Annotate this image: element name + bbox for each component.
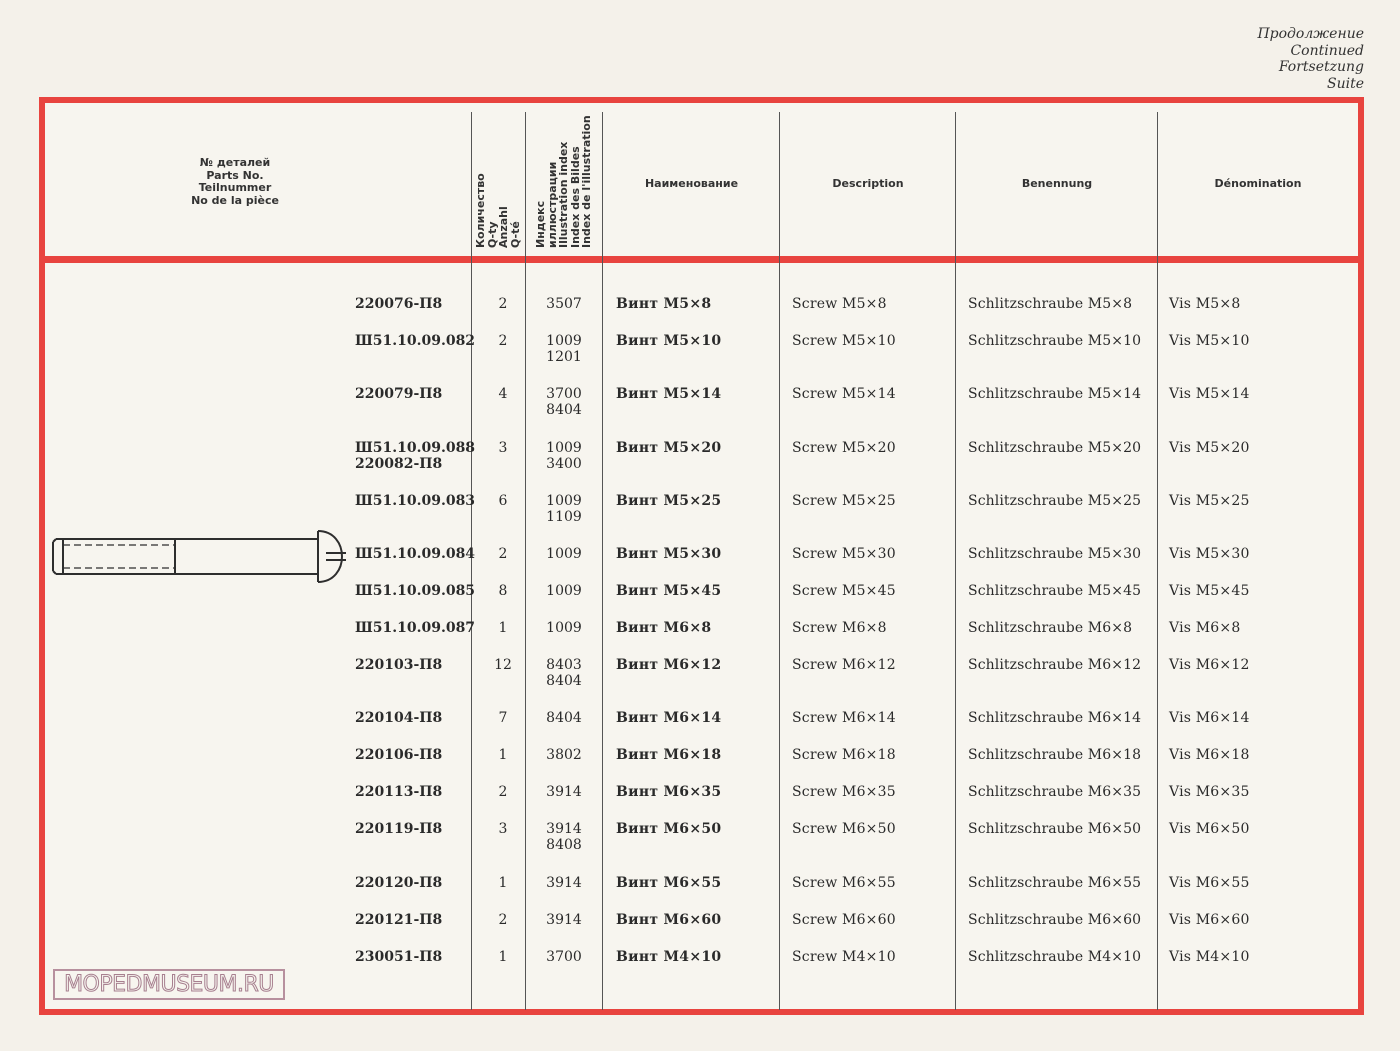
illustration-index: 1009 <box>546 620 582 636</box>
name-ru: Винт М5×14 <box>616 386 722 402</box>
benennung-de: Schlitzschraube M4×10 <box>968 949 1142 965</box>
quantity: 2 <box>498 912 508 928</box>
quantity: 2 <box>498 333 508 349</box>
denomination-fr: Vis M5×20 <box>1169 440 1250 456</box>
continued-ru: Продолжение <box>1257 26 1364 42</box>
illustration-index: 3700 <box>546 949 582 965</box>
illustration-index: 3914 <box>546 875 582 891</box>
header-name-ru: Наименование <box>644 177 739 190</box>
header-quantity <box>475 173 521 248</box>
part-number: 220119-П8 <box>355 821 443 837</box>
quantity: 1 <box>498 747 508 763</box>
header-quantity-de: Anzahl <box>497 206 510 248</box>
continued-en: Continued <box>1290 42 1364 59</box>
description-en: Screw M6×50 <box>792 821 896 837</box>
name-ru: Винт М5×25 <box>616 493 722 509</box>
illustration-index: 3400 <box>546 456 582 472</box>
name-ru: Винт М6×8 <box>616 620 712 636</box>
benennung-de: Schlitzschraube M6×55 <box>968 875 1142 891</box>
header-ill-fr: Index de l'illustration <box>580 115 593 248</box>
header-illustration-index <box>535 115 593 248</box>
name-ru: Винт М6×18 <box>616 747 722 763</box>
part-number: 220103-П8 <box>355 657 443 673</box>
continued-note <box>1257 26 1364 92</box>
column-divider-den <box>1157 112 1158 1010</box>
quantity: 1 <box>498 620 508 636</box>
part-number: 220082-П8 <box>355 456 443 472</box>
denomination-fr: Vis M6×60 <box>1169 912 1250 928</box>
illustration-index: 3802 <box>546 747 582 763</box>
description-en: Screw M5×45 <box>792 583 896 599</box>
name-ru: Винт М5×30 <box>616 546 722 562</box>
part-number: Ш51.10.09.084 <box>355 546 476 562</box>
benennung-de: Schlitzschraube M6×60 <box>968 912 1142 928</box>
benennung-de: Schlitzschraube M5×20 <box>968 440 1142 456</box>
header-quantity-ru: Количество <box>474 173 487 248</box>
name-ru: Винт М6×12 <box>616 657 722 673</box>
illustration-index: 8404 <box>546 402 582 418</box>
column-divider-desc <box>779 112 780 1010</box>
description-en: Screw M6×18 <box>792 747 896 763</box>
continued-fr: Suite <box>1327 75 1364 92</box>
description-en: Screw M5×8 <box>792 296 887 312</box>
name-ru: Винт М5×20 <box>616 440 722 456</box>
part-number: 220121-П8 <box>355 912 443 928</box>
description-en: Screw M5×10 <box>792 333 896 349</box>
header-ill-ru-1: Индекс <box>534 200 547 248</box>
illustration-index: 3700 <box>546 386 582 402</box>
quantity: 1 <box>498 875 508 891</box>
illustration-index: 1009 <box>546 333 582 349</box>
denomination-fr: Vis M6×12 <box>1169 657 1250 673</box>
header-part-no-en: Parts No. <box>206 168 264 182</box>
header-ill-de: Index des Bildes <box>568 146 582 248</box>
denomination-fr: Vis M4×10 <box>1169 949 1250 965</box>
name-ru: Винт М5×45 <box>616 583 722 599</box>
header-ill-en: Illustration index <box>557 141 570 248</box>
part-number: 220106-П8 <box>355 747 443 763</box>
quantity: 3 <box>498 440 508 456</box>
header-part-no <box>150 157 320 207</box>
header-benennung: Benennung <box>1021 177 1093 190</box>
illustration-index: 3914 <box>546 912 582 928</box>
description-en: Screw M6×12 <box>792 657 896 673</box>
denomination-fr: Vis M5×14 <box>1169 386 1250 402</box>
quantity: 2 <box>498 784 508 800</box>
illustration-index: 1109 <box>546 509 582 525</box>
benennung-de: Schlitzschraube M5×45 <box>968 583 1142 599</box>
illustration-index: 3914 <box>546 784 582 800</box>
denomination-fr: Vis M6×35 <box>1169 784 1250 800</box>
header-ill-ru-2: иллюстрации <box>545 161 559 248</box>
illustration-index: 8404 <box>546 710 582 726</box>
denomination-fr: Vis M6×8 <box>1169 620 1241 636</box>
illustration-index: 1009 <box>546 440 582 456</box>
illustration-index: 3914 <box>546 821 582 837</box>
benennung-de: Schlitzschraube M6×35 <box>968 784 1142 800</box>
header-separator <box>39 256 1364 263</box>
name-ru: Винт М4×10 <box>616 949 722 965</box>
description-en: Screw M5×30 <box>792 546 896 562</box>
name-ru: Винт М5×10 <box>616 333 722 349</box>
name-ru: Винт М6×14 <box>616 710 722 726</box>
header-quantity-fr: Q-té <box>508 221 522 248</box>
watermark-logo: MOPEDMUSEUM.RU <box>53 969 285 1000</box>
column-divider-ben <box>955 112 956 1010</box>
part-number: 230051-П8 <box>355 949 443 965</box>
illustration-index: 8408 <box>546 837 582 853</box>
part-number: 220079-П8 <box>355 386 443 402</box>
quantity: 12 <box>494 657 512 673</box>
description-en: Screw M6×14 <box>792 710 896 726</box>
part-number: Ш51.10.09.083 <box>355 493 476 509</box>
name-ru: Винт М6×55 <box>616 875 722 891</box>
denomination-fr: Vis M5×30 <box>1169 546 1250 562</box>
benennung-de: Schlitzschraube M5×30 <box>968 546 1142 562</box>
illustration-index: 8403 <box>546 657 582 673</box>
illustration-index: 1201 <box>546 349 582 365</box>
quantity: 8 <box>498 583 508 599</box>
description-en: Screw M4×10 <box>792 949 896 965</box>
column-divider-ill <box>525 112 526 1010</box>
denomination-fr: Vis M6×55 <box>1169 875 1250 891</box>
illustration-index: 1009 <box>546 493 582 509</box>
description-en: Screw M6×8 <box>792 620 887 636</box>
slotted-screw-drawing <box>50 527 350 587</box>
quantity: 1 <box>498 949 508 965</box>
illustration-index: 1009 <box>546 583 582 599</box>
name-ru: Винт М6×50 <box>616 821 722 837</box>
quantity: 3 <box>498 821 508 837</box>
description-en: Screw M5×25 <box>792 493 896 509</box>
denomination-fr: Vis M5×10 <box>1169 333 1250 349</box>
denomination-fr: Vis M6×50 <box>1169 821 1250 837</box>
part-number: Ш51.10.09.085 <box>355 583 476 599</box>
quantity: 4 <box>498 386 508 402</box>
denomination-fr: Vis M5×45 <box>1169 583 1250 599</box>
quantity: 2 <box>498 546 508 562</box>
description-en: Screw M6×35 <box>792 784 896 800</box>
part-number: 220076-П8 <box>355 296 443 312</box>
benennung-de: Schlitzschraube M6×12 <box>968 657 1142 673</box>
illustration-index: 8404 <box>546 673 582 689</box>
header-part-no-ru: № деталей <box>199 156 271 169</box>
part-number: Ш51.10.09.088 <box>355 440 476 456</box>
benennung-de: Schlitzschraube M6×8 <box>968 620 1133 636</box>
denomination-fr: Vis M5×25 <box>1169 493 1250 509</box>
continued-de: Fortsetzung <box>1278 59 1364 75</box>
denomination-fr: Vis M6×18 <box>1169 747 1250 763</box>
benennung-de: Schlitzschraube M5×8 <box>968 296 1133 312</box>
benennung-de: Schlitzschraube M6×14 <box>968 710 1142 726</box>
description-en: Screw M5×20 <box>792 440 896 456</box>
benennung-de: Schlitzschraube M6×18 <box>968 747 1142 763</box>
header-part-no-de: Teilnummer <box>198 181 272 194</box>
part-number: Ш51.10.09.082 <box>355 333 476 349</box>
quantity: 7 <box>498 710 508 726</box>
description-en: Screw M6×60 <box>792 912 896 928</box>
illustration-index: 3507 <box>546 296 582 312</box>
benennung-de: Schlitzschraube M5×25 <box>968 493 1142 509</box>
quantity: 2 <box>498 296 508 312</box>
header-description: Description <box>832 177 904 190</box>
description-en: Screw M5×14 <box>792 386 896 402</box>
header-part-no-fr: No de la pièce <box>191 193 279 207</box>
illustration-index: 1009 <box>546 546 582 562</box>
name-ru: Винт М6×35 <box>616 784 722 800</box>
benennung-de: Schlitzschraube M5×14 <box>968 386 1142 402</box>
part-number: Ш51.10.09.087 <box>355 620 476 636</box>
name-ru: Винт М5×8 <box>616 296 712 312</box>
part-number: 220113-П8 <box>355 784 443 800</box>
name-ru: Винт М6×60 <box>616 912 722 928</box>
denomination-fr: Vis M5×8 <box>1169 296 1241 312</box>
quantity: 6 <box>498 493 508 509</box>
column-divider-ru <box>602 112 603 1010</box>
header-denomination: Dénomination <box>1214 177 1302 190</box>
benennung-de: Schlitzschraube M5×10 <box>968 333 1142 349</box>
benennung-de: Schlitzschraube M6×50 <box>968 821 1142 837</box>
denomination-fr: Vis M6×14 <box>1169 710 1250 726</box>
description-en: Screw M6×55 <box>792 875 896 891</box>
header-quantity-en: Q-ty <box>485 221 499 248</box>
part-number: 220104-П8 <box>355 710 443 726</box>
part-number: 220120-П8 <box>355 875 443 891</box>
